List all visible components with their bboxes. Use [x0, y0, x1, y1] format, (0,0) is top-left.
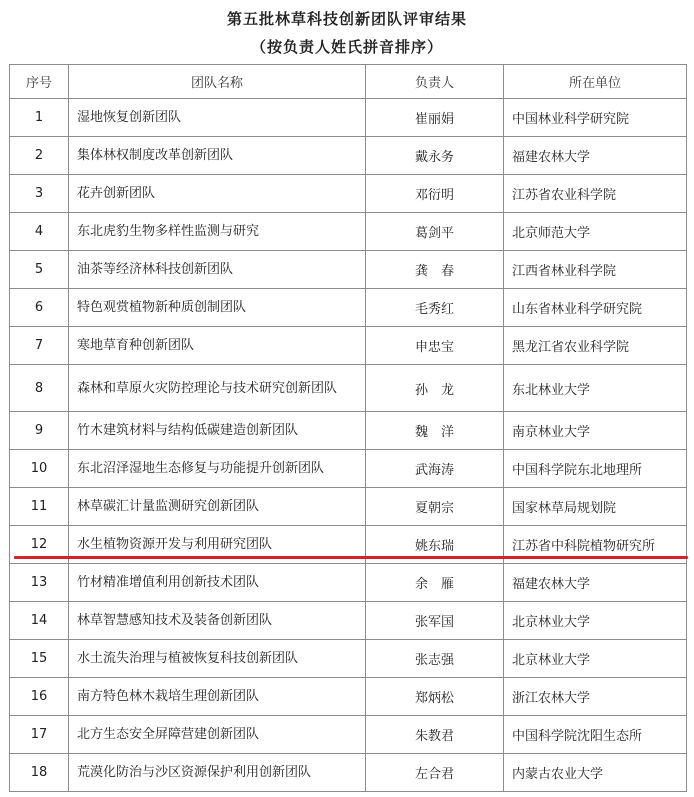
table-row: [10, 450, 687, 488]
row-number: 18: [10, 754, 69, 792]
row-number: 3: [10, 175, 69, 213]
table-row: [10, 412, 687, 450]
table-row: [10, 640, 687, 678]
row-number: 4: [10, 213, 69, 251]
leader-name: 毛秀红: [366, 289, 504, 327]
unit-name: 东北林业大学: [504, 365, 687, 412]
row-number: 10: [10, 450, 69, 488]
highlight-underline: [14, 556, 688, 559]
team-name: 南方特色林木栽培生理创新团队: [69, 678, 366, 716]
unit-name: 江西省林业科学院: [504, 251, 687, 289]
row-number: 8: [10, 365, 69, 412]
unit-name: 山东省林业科学研究院: [504, 289, 687, 327]
team-name: 水土流失治理与植被恢复科技创新团队: [69, 640, 366, 678]
leader-name: 张志强: [366, 640, 504, 678]
page-title: 第五批林草科技创新团队评审结果: [226, 10, 467, 28]
team-name: 湿地恢复创新团队: [69, 99, 366, 137]
unit-name: 福建农林大学: [504, 564, 687, 602]
row-number: 5: [10, 251, 69, 289]
table-row: [10, 137, 687, 175]
row-number: 1: [10, 99, 69, 137]
page-subtitle: （按负责人姓氏拼音排序）: [250, 38, 443, 56]
leader-name: 申忠宝: [366, 327, 504, 365]
team-name: 花卉创新团队: [69, 175, 366, 213]
table-row: [10, 564, 687, 602]
row-number: 14: [10, 602, 69, 640]
unit-name: 中国科学院沈阳生态所: [504, 716, 687, 754]
header-unit: 所在单位: [504, 65, 687, 99]
unit-name: 南京林业大学: [504, 412, 687, 450]
team-name: 油茶等经济林科技创新团队: [69, 251, 366, 289]
table-row: [10, 754, 687, 792]
leader-name: 朱教君: [366, 716, 504, 754]
leader-name: 余 雁: [366, 564, 504, 602]
row-number: 15: [10, 640, 69, 678]
unit-name: 黑龙江省农业科学院: [504, 327, 687, 365]
leader-name: 姚东瑞: [366, 526, 504, 564]
team-name: 特色观赏植物新种质创制团队: [69, 289, 366, 327]
header-team: 团队名称: [69, 65, 366, 99]
leader-name: 龚 春: [366, 251, 504, 289]
team-name: 北方生态安全屏障营建创新团队: [69, 716, 366, 754]
table-row: [10, 289, 687, 327]
unit-name: 国家林草局规划院: [504, 488, 687, 526]
team-name: 竹木建筑材料与结构低碳建造创新团队: [69, 412, 366, 450]
team-name: 森林和草原火灾防控理论与技术研究创新团队: [69, 365, 366, 412]
team-name: 东北沼泽湿地生态修复与功能提升创新团队: [69, 450, 366, 488]
team-name: 竹材精准增值利用创新技术团队: [69, 564, 366, 602]
table-row: [10, 678, 687, 716]
unit-name: 北京林业大学: [504, 602, 687, 640]
leader-name: 魏 洋: [366, 412, 504, 450]
leader-name: 葛剑平: [366, 213, 504, 251]
unit-name: 北京师范大学: [504, 213, 687, 251]
unit-name: 福建农林大学: [504, 137, 687, 175]
team-name: 水生植物资源开发与利用研究团队: [69, 526, 366, 564]
table-row: [10, 327, 687, 365]
unit-name: 中国林业科学研究院: [504, 99, 687, 137]
table-row: [10, 251, 687, 289]
table-row: [10, 213, 687, 251]
row-number: 13: [10, 564, 69, 602]
unit-name: 江苏省中科院植物研究所: [504, 526, 687, 564]
table-row: [10, 175, 687, 213]
unit-name: 内蒙古农业大学: [504, 754, 687, 792]
unit-name: 浙江农林大学: [504, 678, 687, 716]
team-name: 林草智慧感知技术及装备创新团队: [69, 602, 366, 640]
leader-name: 张军国: [366, 602, 504, 640]
leader-name: 邓衍明: [366, 175, 504, 213]
table-row: [10, 99, 687, 137]
table-row: [10, 716, 687, 754]
leader-name: 武海涛: [366, 450, 504, 488]
table-row: [10, 602, 687, 640]
row-number: 9: [10, 412, 69, 450]
results-table: [9, 64, 687, 792]
team-name: 荒漠化防治与沙区资源保护利用创新团队: [69, 754, 366, 792]
leader-name: 夏朝宗: [366, 488, 504, 526]
header-no: 序号: [10, 65, 69, 99]
row-number: 6: [10, 289, 69, 327]
team-name: 寒地草育种创新团队: [69, 327, 366, 365]
row-number: 7: [10, 327, 69, 365]
row-number: 12: [10, 526, 69, 564]
leader-name: 孙 龙: [366, 365, 504, 412]
table-row: [10, 488, 687, 526]
leader-name: 郑炳松: [366, 678, 504, 716]
unit-name: 中国科学院东北地理所: [504, 450, 687, 488]
row-number: 2: [10, 137, 69, 175]
leader-name: 左合君: [366, 754, 504, 792]
table-row: [10, 365, 687, 412]
table-header-row: [10, 65, 687, 99]
table-body: [10, 99, 687, 792]
row-number: 17: [10, 716, 69, 754]
header-leader: 负责人: [366, 65, 504, 99]
team-name: 集体林权制度改革创新团队: [69, 137, 366, 175]
row-number: 16: [10, 678, 69, 716]
team-name: 林草碳汇计量监测研究创新团队: [69, 488, 366, 526]
leader-name: 戴永务: [366, 137, 504, 175]
team-name: 东北虎豹生物多样性监测与研究: [69, 213, 366, 251]
leader-name: 崔丽娟: [366, 99, 504, 137]
unit-name: 北京林业大学: [504, 640, 687, 678]
row-number: 11: [10, 488, 69, 526]
unit-name: 江苏省农业科学院: [504, 175, 687, 213]
